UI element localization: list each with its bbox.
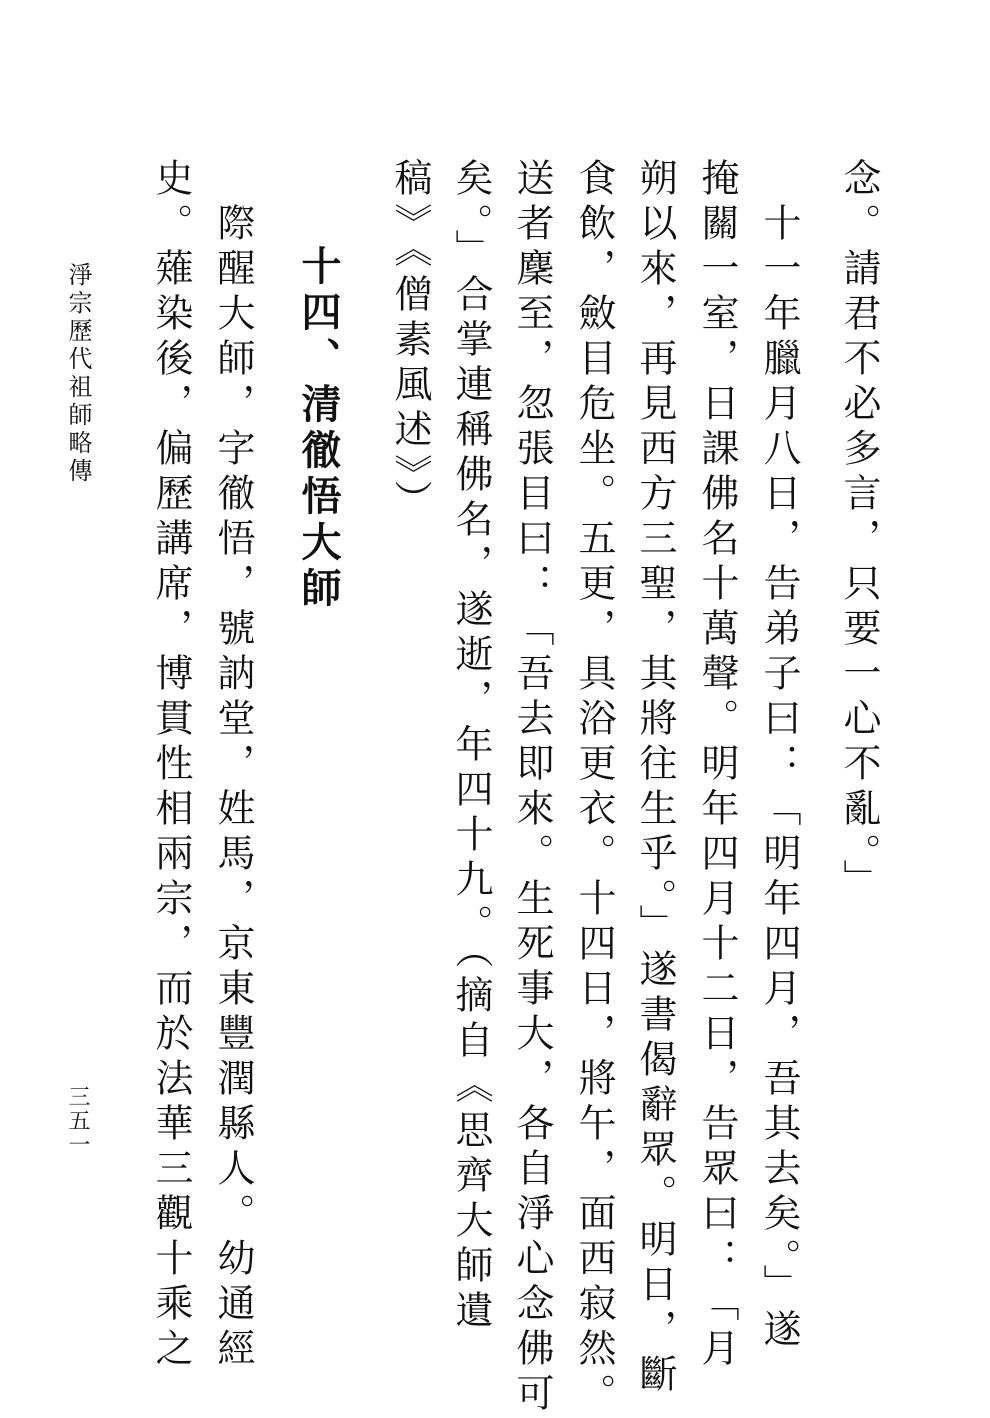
page-number: 三五一 bbox=[65, 1085, 90, 1157]
text-column-10: 際醒大師，字徹悟，號訥堂，姓馬，京東豐潤縣人。幼通經 bbox=[211, 158, 255, 1373]
text-column-3: 掩關一室，日課佛名十萬聲。明年四月十二日，告眾曰：「月 bbox=[695, 158, 739, 1373]
text-column-8: 稿》《僧素風述》） bbox=[388, 158, 432, 525]
text-column-2: 十一年臘月八日，告弟子曰：「明年四月，吾其去矣。」遂 bbox=[757, 158, 801, 1354]
text-column-4: 朔以來，再見西方三聖，其將往生乎。」遂書偈辭眾。明日，斷 bbox=[633, 158, 677, 1399]
text-column-1: 念。請君不必多言，只要一心不亂。」 bbox=[837, 158, 881, 904]
text-column-6: 送者麇至，忽張目曰：「吾去即來。生死事大，各自淨心念佛可 bbox=[510, 158, 554, 1418]
text-column-11: 史。薙染後，偏歷講席，博貫性相兩宗，而於法華三觀十乘之 bbox=[149, 158, 193, 1373]
section-heading: 十四、清徹悟大師 bbox=[295, 245, 342, 613]
running-title: 淨宗歷代祖師略傳 bbox=[64, 262, 92, 486]
text-column-7: 矣。」合掌連稱佛名，遂逝，年四十九。（摘自《思齊大師遺 bbox=[449, 158, 493, 1335]
text-column-5: 食飲，斂目危坐。五更，具浴更衣。十四日，將午，面西寂然。 bbox=[572, 158, 616, 1418]
